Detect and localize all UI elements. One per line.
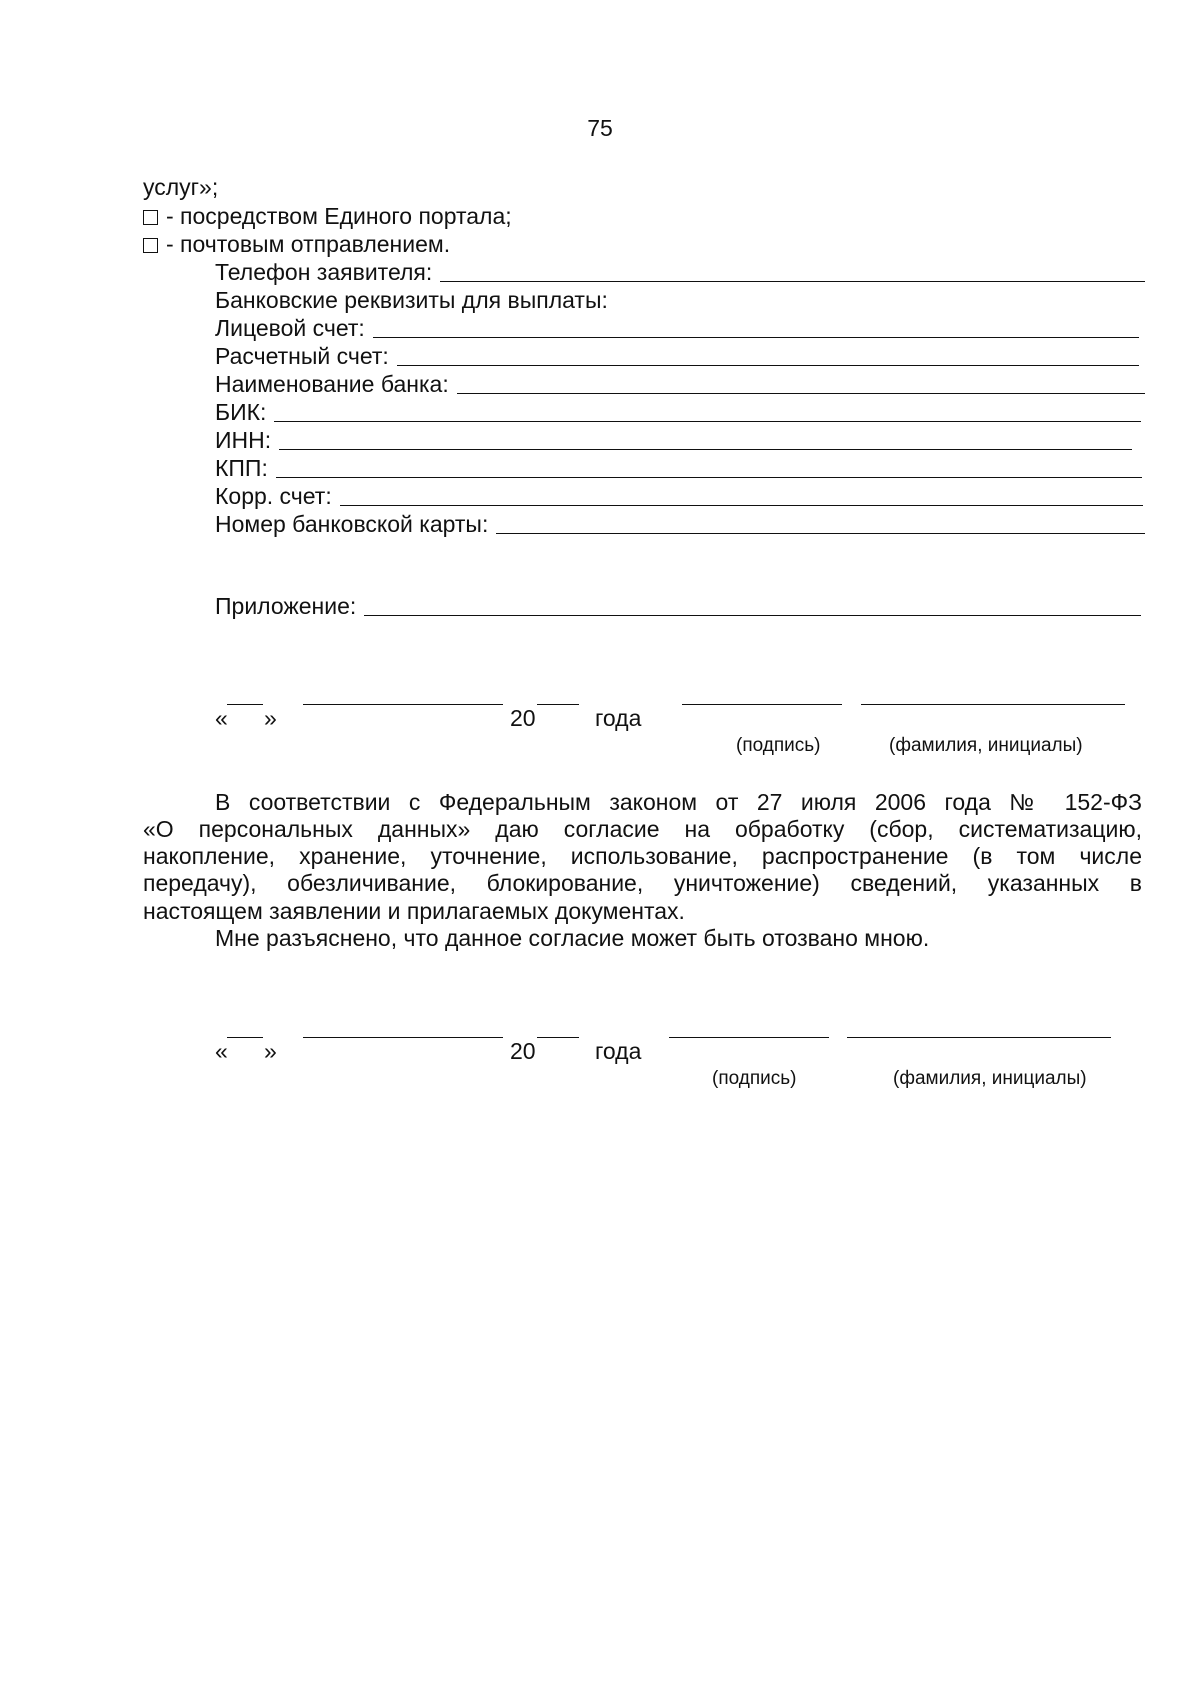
personal-account-blank[interactable]	[373, 336, 1139, 338]
quote-open: «	[215, 1038, 228, 1064]
century-label: 20	[510, 705, 536, 731]
consent-line-2: «О персональных данных» даю согласие на обработку (сбор, систематизацию,	[143, 816, 1142, 842]
consent-line-5: настоящем заявлении и прилагаемых документах.	[143, 898, 685, 924]
bank-name-field[interactable]	[215, 370, 1145, 398]
signature-blank[interactable]	[682, 704, 842, 705]
phone-label: Телефон заявителя:	[215, 259, 433, 285]
date-signature-row-2	[215, 1037, 1135, 1067]
settlement-account-blank[interactable]	[397, 364, 1139, 366]
century-label: 20	[510, 1038, 536, 1064]
card-number-blank[interactable]	[496, 532, 1145, 534]
option-portal-label: - посредством Единого портала;	[166, 203, 512, 229]
name-caption: (фамилия, инициалы)	[889, 735, 1083, 756]
name-blank[interactable]	[861, 704, 1125, 705]
corr-account-blank[interactable]	[340, 504, 1143, 506]
consent-line-4: передачу), обезличивание, блокирование, уничтожение) сведений, указанных в	[143, 870, 1142, 896]
bik-blank[interactable]	[274, 420, 1141, 422]
kpp-label: КПП:	[215, 455, 268, 481]
page-number: 75	[587, 115, 613, 141]
day-blank[interactable]	[227, 704, 263, 705]
checkbox-post[interactable]	[143, 238, 158, 253]
name-caption: (фамилия, инициалы)	[893, 1068, 1087, 1089]
kpp-field[interactable]	[215, 454, 1142, 482]
quote-open: «	[215, 705, 228, 731]
signature-caption: (подпись)	[712, 1068, 797, 1089]
bank-name-blank[interactable]	[457, 392, 1145, 394]
bik-label: БИК:	[215, 399, 267, 425]
day-blank[interactable]	[227, 1037, 263, 1038]
consent-line-3: накопление, хранение, уточнение, использование, распространение (в том числе	[143, 843, 1142, 869]
consent-line-1: В соответствии с Федеральным законом от 27 июля 2006 года № 152-ФЗ	[215, 789, 1142, 815]
bik-field[interactable]	[215, 398, 1141, 426]
inn-field[interactable]	[215, 426, 1132, 454]
bank-name-label: Наименование банка:	[215, 371, 449, 397]
year-blank[interactable]	[537, 1037, 579, 1038]
personal-account-label: Лицевой счет:	[215, 315, 365, 341]
settlement-account-field[interactable]	[215, 342, 1139, 370]
card-number-field[interactable]	[215, 510, 1145, 538]
option-portal[interactable]	[143, 202, 512, 230]
quote-close: »	[264, 1038, 277, 1064]
month-blank[interactable]	[303, 1037, 503, 1038]
name-blank[interactable]	[847, 1037, 1111, 1038]
attachment-label: Приложение:	[215, 593, 357, 619]
corr-account-field[interactable]	[215, 482, 1143, 510]
card-number-label: Номер банковской карты:	[215, 511, 489, 537]
phone-blank[interactable]	[440, 280, 1145, 282]
date-signature-row-1	[215, 704, 1135, 734]
personal-account-field[interactable]	[215, 314, 1139, 342]
signature-caption: (подпись)	[736, 735, 821, 756]
continuation-text: услуг»;	[143, 174, 219, 200]
attachment-blank[interactable]	[364, 614, 1141, 616]
checkbox-portal[interactable]	[143, 210, 158, 225]
attachment-field[interactable]	[215, 592, 1141, 620]
month-blank[interactable]	[303, 704, 503, 705]
consent-revocable: Мне разъяснено, что данное согласие может быть отозвано мною.	[215, 925, 930, 951]
settlement-account-label: Расчетный счет:	[215, 343, 389, 369]
phone-field[interactable]	[215, 258, 1145, 286]
bank-details-heading: Банковские реквизиты для выплаты:	[215, 287, 608, 313]
corr-account-label: Корр. счет:	[215, 483, 332, 509]
option-post[interactable]	[143, 230, 450, 258]
signature-blank[interactable]	[669, 1037, 829, 1038]
inn-blank[interactable]	[279, 448, 1132, 450]
inn-label: ИНН:	[215, 427, 272, 453]
kpp-blank[interactable]	[276, 476, 1142, 478]
year-word: года	[595, 705, 642, 731]
year-word: года	[595, 1038, 642, 1064]
year-blank[interactable]	[537, 704, 579, 705]
option-post-label: - почтовым отправлением.	[166, 231, 451, 257]
quote-close: »	[264, 705, 277, 731]
